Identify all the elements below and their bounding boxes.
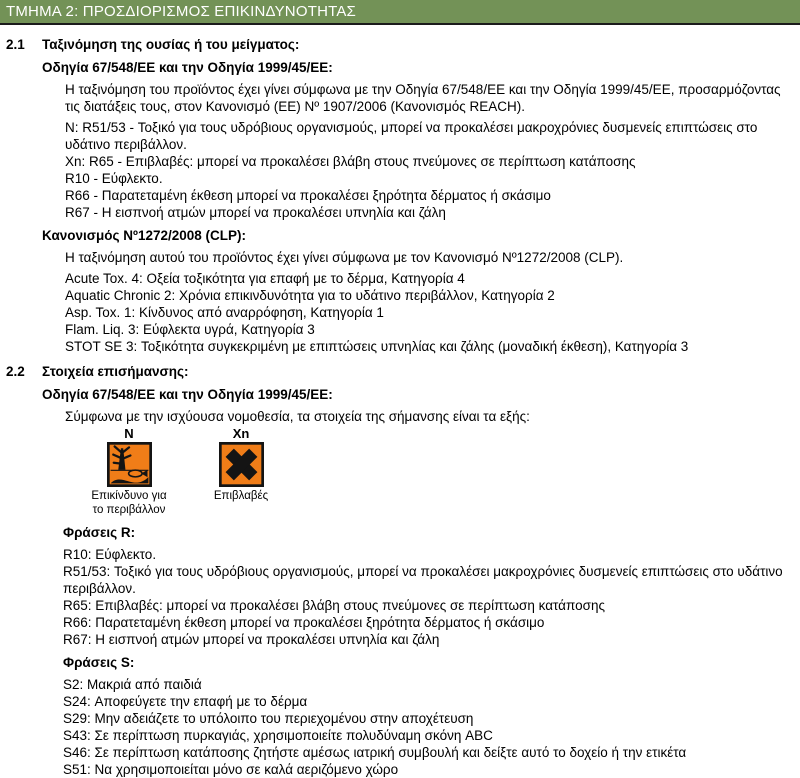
labelling-intro: Σύμφωνα με την ισχύουσα νομοθεσία, τα στοιχεία της σήμανσης είναι τα εξής: bbox=[65, 409, 530, 424]
classification-item: R67 - Η εισπνοή ατμών μπορεί να προκαλέσει υπνηλία και ζάλη bbox=[65, 205, 446, 220]
pictogram-code: Xn bbox=[232, 426, 250, 441]
pictogram-harmful bbox=[204, 427, 278, 503]
classification-item: Flam. Liq. 3: Εύφλεκτα υγρά, Κατηγορία 3 bbox=[65, 322, 315, 337]
r-phrase: R67: Η εισπνοή ατμών μπορεί να προκαλέσει υπνηλία και ζάλη bbox=[63, 632, 440, 647]
pictogram-caption: Επιβλαβές bbox=[213, 490, 269, 502]
classification-item: R66 - Παρατεταμένη έκθεση μπορεί να προκαλέσει ξηρότητα δέρματος ή σκάσιμο bbox=[65, 188, 551, 203]
subsection-2-2-row bbox=[6, 363, 800, 380]
subsection-number: 2.2 bbox=[6, 364, 25, 379]
r-phrases-list bbox=[63, 546, 788, 648]
directive-classification-paragraph: Η ταξινόμηση του προϊόντος έχει γίνει σύμφωνα με την Οδηγία 67/548/ΕΕ και την Οδηγία 1999/45/ΕΕ, προσαρμόζοντας τις διατάξεις τους, στον Κανονισμό (ΕΕ) Nº 1907/2006 (Κανονισμός REACH). bbox=[65, 82, 781, 114]
directive-classification-list bbox=[65, 119, 788, 221]
directive-heading-classification: Οδηγία 67/548/ΕΕ και την Οδηγία 1999/45/ΕΕ: bbox=[42, 60, 333, 75]
s-phrase: S51: Να χρησιμοποιείται μόνο σε καλά αεριζόμενο χώρο bbox=[63, 762, 399, 777]
hazard-pictograms bbox=[86, 427, 800, 517]
harmful-cross-icon bbox=[218, 442, 265, 487]
s-phrase: S2: Μακριά από παιδιά bbox=[63, 677, 202, 692]
clp-heading: Κανονισμός Nº1272/2008 (CLP): bbox=[42, 228, 246, 243]
classification-item: Acute Tox. 4: Οξεία τοξικότητα για επαφή με το δέρμα, Κατηγορία 4 bbox=[65, 271, 465, 286]
r-phrase: R65: Επιβλαβές: μπορεί να προκαλέσει βλάβη στους πνεύμονες σε περίπτωση κατάποσης bbox=[63, 598, 605, 613]
r-phrase: R10: Εύφλεκτο. bbox=[63, 547, 157, 562]
classification-item: STOT SE 3: Τοξικότητα συγκεκριμένη με επιπτώσεις υπνηλίας και ζάλης (μοναδική έκθεση), Κατηγορία 3 bbox=[65, 339, 689, 354]
subsection-2-1-row bbox=[6, 36, 800, 53]
directive-heading-labelling: Οδηγία 67/548/ΕΕ και την Οδηγία 1999/45/ΕΕ: bbox=[42, 387, 333, 402]
s-phrase: S43: Σε περίπτωση πυρκαγιάς, χρησιμοποιείτε πολυδύναμη σκόνη ABC bbox=[63, 728, 493, 743]
classification-item: Asp. Tox. 1: Κίνδυνος από αναρρόφηση, Κατηγορία 1 bbox=[65, 305, 384, 320]
pictogram-code: N bbox=[124, 426, 134, 441]
section-header-bar bbox=[0, 0, 800, 25]
pictogram-caption: Επικίνδυνο για το περιβάλλον bbox=[91, 490, 167, 516]
pictogram-environment bbox=[86, 427, 172, 517]
clp-classification-list bbox=[65, 270, 788, 355]
r-phrase: R51/53: Τοξικό για τους υδρόβιους οργανισμούς, μπορεί να προκαλέσει μακροχρόνιες δυσμενείς επιπτώσεις στο υδάτινο περιβάλλον. bbox=[63, 564, 783, 596]
subsection-title: Ταξινόμηση της ουσίας ή του μείγματος: bbox=[42, 37, 300, 52]
environment-hazard-icon bbox=[106, 442, 153, 487]
clp-paragraph: Η ταξινόμηση αυτού του προϊόντος έχει γίνει σύμφωνα με τον Κανονισμό Nº1272/2008 (CLP). bbox=[65, 250, 624, 265]
section-header-title: ΤΜΗΜΑ 2: ΠΡΟΣΔΙΟΡΙΣΜΟΣ ΕΠΙΚΙΝΔΥΝΟΤΗΤΑΣ bbox=[6, 3, 357, 20]
r-phrases-heading: Φράσεις R: bbox=[63, 525, 136, 540]
r-phrase: R66: Παρατεταμένη έκθεση μπορεί να προκαλέσει ξηρότητα δέρματος ή σκάσιμο bbox=[63, 615, 545, 630]
classification-item: Xn: R65 - Επιβλαβές: μπορεί να προκαλέσει βλάβη στους πνεύμονες σε περίπτωση κατάποσης bbox=[65, 154, 636, 169]
s-phrase: S46: Σε περίπτωση κατάποσης ζητήστε αμέσως ιατρική συμβουλή και δείξτε αυτό το δοχείο ή την ετικέτα bbox=[63, 745, 687, 760]
subsection-number: 2.1 bbox=[6, 37, 25, 52]
s-phrases-list bbox=[63, 676, 788, 778]
classification-item: Aquatic Chronic 2: Χρόνια επικινδυνότητα για το υδάτινο περιβάλλον, Κατηγορία 2 bbox=[65, 288, 555, 303]
s-phrase: S29: Μην αδειάζετε το υπόλοιπο του περιεχομένου στην αποχέτευση bbox=[63, 711, 474, 726]
subsection-title: Στοιχεία επισήμανσης: bbox=[42, 364, 189, 379]
classification-item: N: R51/53 - Τοξικό για τους υδρόβιους οργανισμούς, μπορεί να προκαλέσει μακροχρόνιες δυσμενείς επιπτώσεις στο υδάτινο περιβάλλον. bbox=[65, 120, 758, 152]
s-phrase: S24: Αποφεύγετε την επαφή με το δέρμα bbox=[63, 694, 308, 709]
s-phrases-heading: Φράσεις S: bbox=[63, 655, 135, 670]
classification-item: R10 - Εύφλεκτο. bbox=[65, 171, 163, 186]
